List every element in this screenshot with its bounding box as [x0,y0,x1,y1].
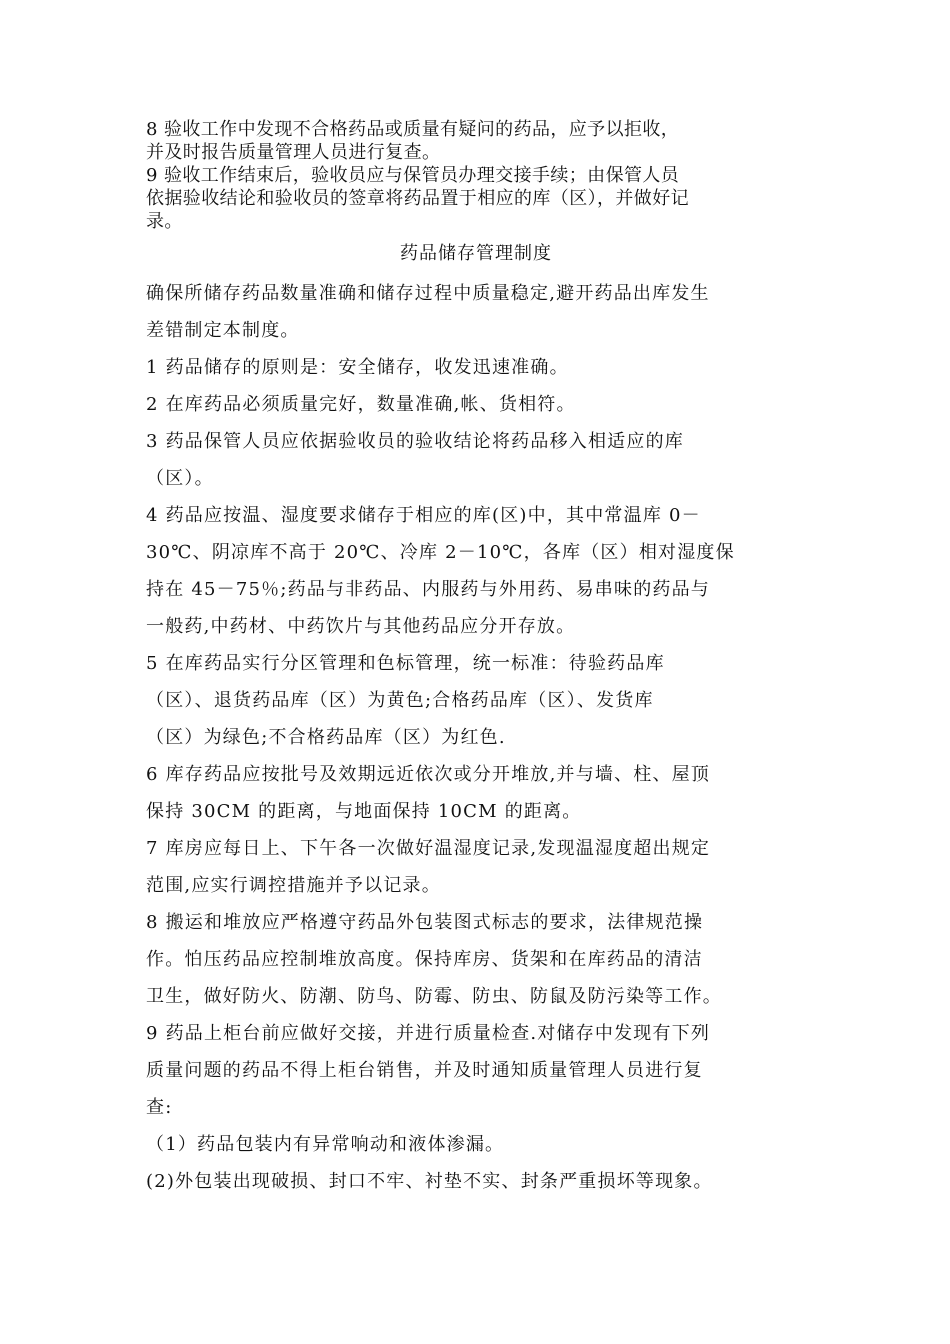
text-line: 4 药品应按温、湿度要求储存于相应的库(区)中，其中常温库 0－ [146,505,701,526]
text-line: 查: [146,1097,173,1118]
text-line: 5 在库药品实行分区管理和色标管理，统一标准：待验药品库 [146,653,665,674]
text-line: 录。 [146,211,183,232]
section-title: 药品储存管理制度 [400,243,552,264]
text-line: 30℃、阴凉库不高于 20℃、冷库 2－10℃，各库（区）相对湿度保 [146,542,735,563]
text-line: 1 药品储存的原则是：安全储存，收发迅速准确。 [146,357,569,378]
text-line: 确保所储存药品数量准确和储存过程中质量稳定,避开药品出库发生 [146,283,710,304]
text-line: 范围,应实行调控措施并予以记录。 [146,875,441,896]
text-line: 9 药品上柜台前应做好交接，并进行质量检查.对储存中发现有下列 [146,1023,711,1044]
text-line: 质量问题的药品不得上柜台销售，并及时通知质量管理人员进行复 [146,1060,703,1081]
text-line: 6 库存药品应按批号及效期远近依次或分开堆放,并与墙、柱、屋顶 [146,764,711,785]
text-line: 8 搬运和堆放应严格遵守药品外包装图式标志的要求，法律规范操 [146,912,704,933]
document-body [146,118,806,1200]
text-line: （1）药品包装内有异常响动和液体渗漏。 [146,1134,505,1155]
text-line: 9 验收工作结束后，验收员应与保管员办理交接手续；由保管人员 [146,165,680,186]
text-line: 一般药,中药材、中药饮片与其他药品应分开存放。 [146,616,576,637]
text-line: 3 药品保管人员应依据验收员的验收结论将药品移入相适应的库 [146,431,684,452]
text-line: 2 在库药品必须质量完好，数量准确,帐、货相符。 [146,394,576,415]
text-line: 7 库房应每日上、下午各一次做好温湿度记录,发现温湿度超出规定 [146,838,711,859]
text-line: 并及时报告质量管理人员进行复查。 [146,142,441,163]
text-line: 卫生，做好防火、防潮、防鸟、防霉、防虫、防鼠及防污染等工作。 [146,986,722,1007]
text-line: （区）。 [146,468,214,489]
text-line: （区）为绿色;不合格药品库（区）为红色. [146,727,506,748]
text-line: 保持 30CM 的距离，与地面保持 10CM 的距离。 [146,801,582,822]
text-line: (2)外包装出现破损、封口不牢、衬垫不实、封条严重损坏等现象。 [146,1171,713,1192]
text-line: 差错制定本制度。 [146,320,300,341]
text-line: 8 验收工作中发现不合格药品或质量有疑问的药品，应予以拒收， [146,119,680,140]
text-line: 持在 45－75％;药品与非药品、内服药与外用药、易串味的药品与 [146,579,710,600]
text-line: （区）、退货药品库（区）为黄色;合格药品库（区）、发货库 [146,690,654,711]
text-line: 作。怕压药品应控制堆放高度。保持库房、货架和在库药品的清洁 [146,949,703,970]
text-line: 依据验收结论和验收员的签章将药品置于相应的库（区），并做好记 [146,188,689,209]
